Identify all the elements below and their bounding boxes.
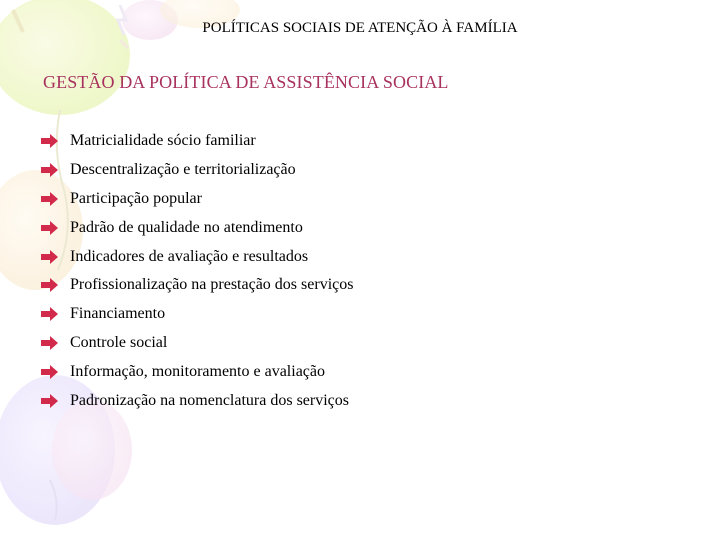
list-item [40, 300, 353, 329]
arrow-right-icon [40, 192, 60, 206]
arrow-right-icon [40, 365, 60, 379]
list-item [40, 242, 353, 271]
arrow-right-icon [40, 307, 60, 321]
arrow-right-icon [40, 278, 60, 292]
arrow-right-icon [40, 221, 60, 235]
list-item [40, 271, 353, 300]
list-item-label: Profissionalização na prestação dos serviços [70, 276, 354, 294]
list-item-label: Controle social [70, 333, 168, 351]
section-heading: GESTÃO DA POLÍTICA DE ASSISTÊNCIA SOCIAL [43, 72, 449, 92]
list-item-label: Participação popular [70, 189, 202, 207]
list-item [40, 386, 353, 415]
arrow-right-icon [40, 163, 60, 177]
bullet-list [40, 127, 353, 415]
arrow-right-icon [40, 336, 60, 350]
list-item [40, 329, 353, 358]
list-item [40, 156, 353, 185]
arrow-right-icon [40, 250, 60, 264]
list-item-label: Padronização na nomenclatura dos serviços [70, 391, 350, 409]
arrow-right-icon [40, 394, 60, 408]
slide-title: POLÍTICAS SOCIAIS DE ATENÇÃO À FAMÍLIA [202, 20, 518, 36]
list-item-label: Informação, monitoramento e avaliação [70, 362, 325, 380]
list-item-label: Padrão de qualidade no atendimento [70, 218, 303, 236]
list-item [40, 357, 353, 386]
list-item [40, 185, 353, 214]
list-item [40, 127, 353, 156]
list-item-label: Indicadores de avaliação e resultados [70, 247, 309, 265]
list-item [40, 213, 353, 242]
list-item-label: Descentralização e territorialização [70, 161, 296, 179]
arrow-right-icon [40, 134, 60, 148]
list-item-label: Matricialidade sócio familiar [70, 132, 256, 150]
list-item-label: Financiamento [70, 305, 166, 323]
